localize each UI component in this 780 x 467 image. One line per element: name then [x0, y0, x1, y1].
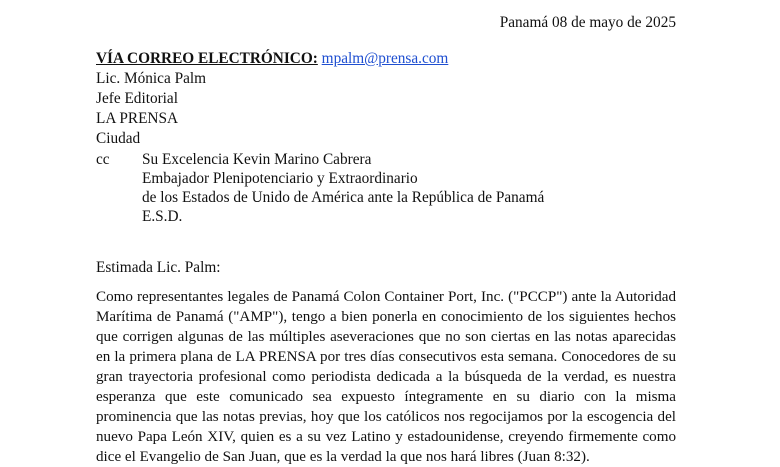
- addressee-block: [96, 49, 448, 149]
- letter-date: Panamá 08 de mayo de 2025: [499, 14, 676, 31]
- recipient-title: Jefe Editorial: [96, 90, 178, 107]
- recipient-organization: LA PRENSA: [96, 110, 179, 127]
- recipient-city: Ciudad: [96, 130, 141, 147]
- cc-recipient: [142, 150, 544, 226]
- delivery-label: VÍA CORREO ELECTRÓNICO:: [96, 50, 318, 67]
- body-paragraph: Como representantes legales de Panamá Colon Container Port, Inc. ("PCCP") ante la Autoridad Marítima de Panamá ("AMP"), tengo a bien ponerla en conocimiento de los siguientes hechos que corrigen algunas de las múltiples aseveraciones que no son ciertas en las notas aparecidas en la primera plana de LA PRENSA por tres días consecutivos esta semana. Conocedores de su gran trayectoria profesional como periodista dedicada a la búsqueda de la verdad, es nuestra esperanza que este comunicado sea expuesto íntegramente en su diario con la misma prominencia que las notas previas, hoy que los católicos nos regocijamos por la escogencia del nuevo Papa León XIV, quien es a su vez Latino y estadounidense, creyendo firmemente como dice el Evangelio de San Juan, que es la verdad la que nos hará libres (Juan 8:32).: [96, 289, 676, 465]
- delivery-line: [96, 49, 448, 69]
- email-link[interactable]: mpalm@prensa.com: [321, 50, 449, 67]
- cc-label: cc: [96, 151, 110, 168]
- recipient-name: Lic. Mónica Palm: [96, 70, 207, 87]
- cc-line: Embajador Plenipotenciario y Extraordinario: [142, 170, 418, 187]
- cc-line: E.S.D.: [142, 208, 183, 225]
- salutation: Estimada Lic. Palm:: [96, 259, 221, 276]
- cc-line: Su Excelencia Kevin Marino Cabrera: [142, 151, 372, 168]
- cc-line: de los Estados de Unido de América ante la República de Panamá: [142, 189, 545, 206]
